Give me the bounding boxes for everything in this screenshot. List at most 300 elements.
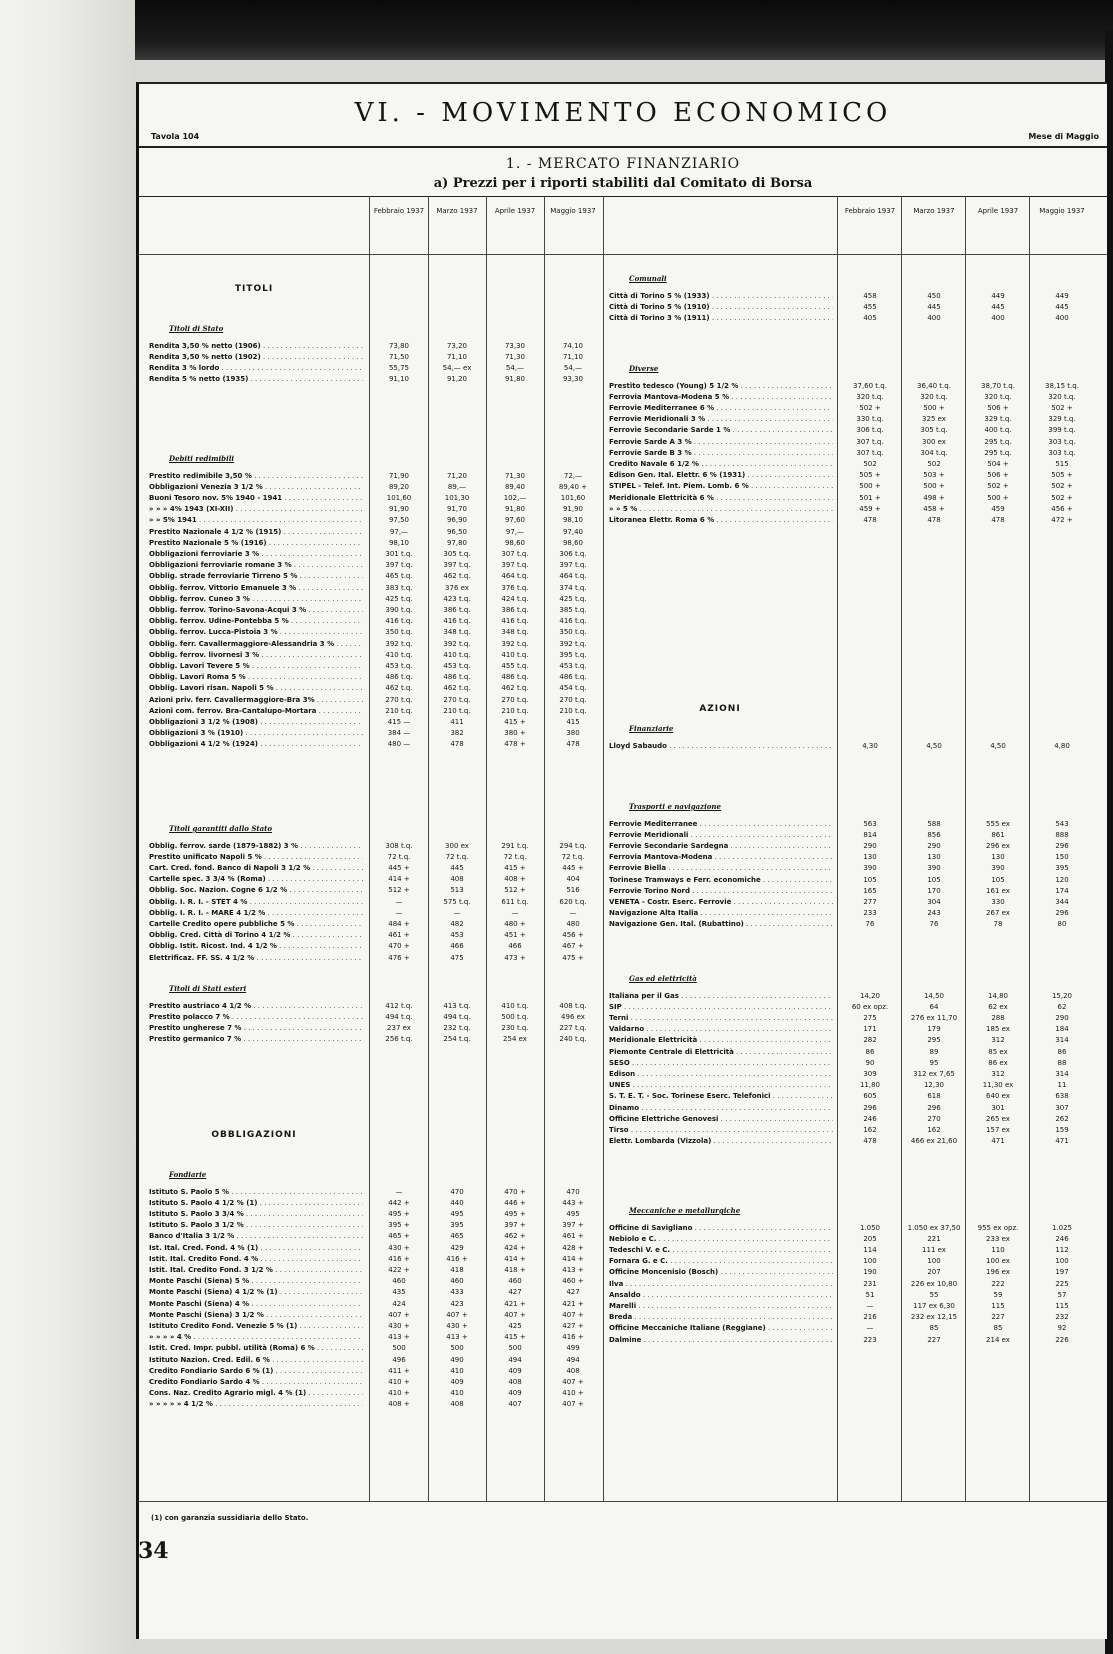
table-row — [149, 728, 601, 739]
price-cell: 471 — [991, 1137, 1005, 1146]
table-row — [149, 1011, 601, 1022]
group-title: Titoli di Stato — [169, 324, 224, 333]
table-row — [149, 1388, 601, 1399]
price-cell: 306 t.q. — [559, 549, 587, 558]
price-cell: 464 t.q. — [501, 572, 529, 581]
price-cell: 348 t.q. — [501, 628, 529, 637]
price-cell: 390 — [991, 864, 1005, 873]
price-cell: 231 — [863, 1279, 877, 1288]
price-cell: 344 — [1055, 897, 1069, 906]
price-cell: 105 — [863, 875, 877, 884]
price-cell: 14,20 — [859, 991, 881, 1000]
price-cell: 232 ex 12,15 — [910, 1313, 958, 1322]
price-cell: 856 — [927, 830, 941, 839]
table-row — [609, 1046, 1093, 1057]
table-row — [609, 380, 1093, 391]
security-name: Terni . . . — [609, 1014, 833, 1022]
security-name: Prestito germanico 7 % . . . — [149, 1035, 363, 1043]
security-name: Rendita 3,50 % netto (1906) . . . — [149, 342, 363, 350]
price-cell: 480 + — [504, 919, 526, 928]
group-title: Fondiarie — [169, 1170, 207, 1179]
price-cell: 462 t.q. — [385, 684, 413, 693]
price-cell: 430 + — [446, 1321, 468, 1330]
security-name: STIPEL - Telef. Int. Piem. Lomb. 6 % . . . — [609, 482, 833, 490]
price-cell: 446 + — [504, 1198, 526, 1207]
security-name: Ilva . . . — [609, 1280, 833, 1288]
price-cell: 407 + — [562, 1377, 584, 1386]
price-cell: 416 t.q. — [501, 617, 529, 626]
table-row — [609, 818, 1093, 829]
price-cell: 480 — [566, 919, 580, 928]
price-cell: 428 + — [562, 1243, 584, 1252]
security-name: Ferrovie Secondarie Sarde 1 % . . . — [609, 426, 833, 434]
col-head-right-1: Marzo 1937 — [913, 207, 955, 215]
table-row — [609, 312, 1093, 323]
price-cell: 374 t.q. — [559, 583, 587, 592]
price-cell: 380 + — [504, 729, 526, 738]
table-row — [609, 514, 1093, 525]
price-cell: 620 t.q. — [559, 897, 587, 906]
security-name: Officine Elettriche Genovesi . . . — [609, 1115, 833, 1123]
table-row — [609, 1300, 1093, 1311]
price-cell: — — [511, 908, 519, 917]
price-cell: 51 — [865, 1290, 875, 1299]
security-name: Obbligazioni 3 % (1910) . . . — [149, 729, 363, 737]
price-cell: 384 — — [387, 729, 411, 738]
security-name: Ferrovie Torino Nord . . . — [609, 887, 833, 895]
price-cell: 270 t.q. — [559, 695, 587, 704]
price-cell: 424 + — [504, 1243, 526, 1252]
security-name: » » 5% 1941 . . . — [149, 516, 363, 524]
price-cell: 392 t.q. — [385, 639, 413, 648]
security-name: Dinamo . . . — [609, 1104, 833, 1112]
price-cell: 445 + — [388, 863, 410, 872]
security-name: Obblig. ferrov. Lucca-Pistoia 3 % . . . — [149, 628, 363, 636]
price-cell: 416 t.q. — [385, 617, 413, 626]
table-row — [149, 672, 601, 683]
price-cell: 1.025 — [1051, 1223, 1073, 1232]
price-cell: 243 — [927, 909, 941, 918]
security-name: Obbligazioni 4 1/2 % (1924) . . . — [149, 740, 363, 748]
price-cell: 91,90 — [388, 505, 410, 514]
group-title: Trasporti e navigazione — [629, 802, 721, 811]
security-name: Officine Moncenisio (Bosch) . . . — [609, 1268, 833, 1276]
security-name: Ferrovie Sarde B 3 % . . . — [609, 449, 833, 457]
price-cell: 861 — [991, 830, 1005, 839]
page-number: 34 — [138, 1538, 169, 1564]
price-cell: 1.050 — [859, 1223, 881, 1232]
price-cell: 97,50 — [388, 516, 410, 525]
price-cell: 405 — [863, 313, 877, 322]
security-name: Officine Meccaniche Italiane (Reggiane) . . . — [609, 1324, 833, 1332]
price-cell: 305 t.q. — [920, 426, 948, 435]
price-cell: 277 — [863, 897, 877, 906]
security-name: Tirso . . . — [609, 1126, 833, 1134]
price-cell: 433 — [450, 1288, 464, 1297]
price-cell: 465 — [450, 1232, 464, 1241]
price-cell: 92 — [1057, 1324, 1067, 1333]
table-row — [609, 301, 1093, 312]
price-cell: 470 + — [388, 942, 410, 951]
price-cell: 291 t.q. — [501, 841, 529, 850]
price-cell: 312 ex 7,65 — [913, 1069, 955, 1078]
price-cell: 423 — [450, 1299, 464, 1308]
price-cell: 563 — [863, 819, 877, 828]
price-cell: 484 + — [388, 919, 410, 928]
security-name: UNES . . . — [609, 1081, 833, 1089]
price-cell: 471 — [1055, 1137, 1069, 1146]
price-cell: 254 t.q. — [443, 1035, 471, 1044]
col-head-right-2: Aprile 1937 — [977, 207, 1019, 215]
price-cell: 470 — [450, 1187, 464, 1196]
price-cell: 513 — [450, 886, 464, 895]
price-cell: 205 — [863, 1234, 877, 1243]
price-cell: 115 — [991, 1301, 1005, 1310]
price-cell: 466 — [450, 942, 464, 951]
price-cell: 246 — [863, 1114, 877, 1123]
price-cell: 348 t.q. — [443, 628, 471, 637]
security-name: Obblig. Istit. Ricost. Ind. 4 1/2 % . . . — [149, 942, 363, 950]
table-row — [149, 918, 601, 929]
price-cell: 350 t.q. — [559, 628, 587, 637]
price-cell: 503 + — [923, 471, 945, 480]
price-cell: 955 ex opz. — [977, 1223, 1019, 1232]
price-cell: 295 t.q. — [984, 437, 1012, 446]
table-row — [149, 537, 601, 548]
price-cell: 464 t.q. — [559, 572, 587, 581]
price-cell: 427 — [508, 1288, 522, 1297]
price-cell: 301 — [991, 1103, 1005, 1112]
security-name: Prestito Nazionale 5 % (1916) . . . — [149, 539, 363, 547]
price-cell: 64 — [929, 1002, 939, 1011]
table-row — [149, 604, 601, 615]
table-reference: Tavola 104 — [151, 132, 200, 141]
price-cell: 410 — [450, 1366, 464, 1375]
col-head-right-3: Maggio 1937 — [1039, 207, 1085, 215]
price-cell: 618 — [927, 1092, 941, 1101]
price-cell: 290 — [1055, 1013, 1069, 1022]
security-name: Torinese Tramways e Ferr. economiche . . . — [609, 876, 833, 884]
table-row — [149, 705, 601, 716]
security-name: Buoni Tesoro nov. 5% 1940 - 1941 . . . — [149, 494, 363, 502]
security-name: Città di Torino 5 % (1933) . . . — [609, 292, 833, 300]
price-cell: 254 ex — [503, 1035, 527, 1044]
price-cell: 385 t.q. — [559, 605, 587, 614]
security-name: Prestito ungherese 7 % . . . — [149, 1024, 363, 1032]
price-cell: 495 — [566, 1209, 580, 1218]
price-cell: 605 — [863, 1092, 877, 1101]
table-row — [609, 1323, 1093, 1334]
price-cell: 486 t.q. — [385, 673, 413, 682]
table-row — [149, 351, 601, 362]
price-cell: 232 — [1055, 1313, 1069, 1322]
security-name: Prestito redimibile 3,50 % . . . — [149, 472, 363, 480]
price-cell: 458 — [863, 291, 877, 300]
table-row — [609, 740, 1093, 751]
price-cell: 76 — [865, 920, 875, 929]
table-row — [609, 908, 1093, 919]
price-cell: 227 — [927, 1335, 941, 1344]
table-row — [609, 470, 1093, 481]
security-name: Obblig. Lavori Tevere 5 % . . . — [149, 662, 363, 670]
price-cell: 55,75 — [388, 363, 410, 372]
security-name: Ferrovie Sarde A 3 % . . . — [609, 438, 833, 446]
table-row — [149, 548, 601, 559]
price-cell: 395 t.q. — [559, 650, 587, 659]
price-cell: 450 — [927, 291, 941, 300]
price-cell: 461 + — [388, 931, 410, 940]
price-cell: 162 — [863, 1125, 877, 1134]
price-cell: 478 + — [504, 740, 526, 749]
price-cell: 227 t.q. — [559, 1023, 587, 1032]
security-name: Prestito Nazionale 4 1/2 % (1915) . . . — [149, 528, 363, 536]
price-cell: 512 + — [388, 886, 410, 895]
price-cell: 101,30 — [444, 493, 470, 502]
price-cell: 478 — [450, 740, 464, 749]
price-cell: 296 — [1055, 841, 1069, 850]
price-cell: 496 — [392, 1355, 406, 1364]
price-cell: 290 — [927, 841, 941, 850]
price-cell: 308 t.q. — [385, 841, 413, 850]
price-cell: 423 t.q. — [443, 594, 471, 603]
security-name: Obblig. I. R. I. - STET 4 % . . . — [149, 898, 363, 906]
price-cell: 496 ex — [561, 1012, 585, 1021]
table-row — [149, 560, 601, 571]
price-cell: 309 — [863, 1069, 877, 1078]
price-cell: 71,10 — [446, 352, 468, 361]
price-cell: 73,20 — [446, 341, 468, 350]
security-name: Istituto Credito Fond. Venezie 5 % (1) . . . — [149, 1322, 363, 1330]
price-cell: 296 — [927, 1103, 941, 1112]
security-name: Istituto S. Paolo 4 1/2 % (1) . . . — [149, 1199, 363, 1207]
table-top-rule — [139, 196, 1107, 197]
price-cell: 276 ex 11,70 — [910, 1013, 958, 1022]
security-name: Ferrovie Mediterranee . . . — [609, 820, 833, 828]
price-cell: 502 + — [1051, 482, 1073, 491]
price-cell: 233 ex — [986, 1234, 1010, 1243]
price-cell: 226 — [1055, 1335, 1069, 1344]
group-title: Gas ed elettricità — [629, 974, 697, 983]
table-row — [609, 1057, 1093, 1068]
price-cell: 504 + — [987, 459, 1009, 468]
header-rule — [139, 146, 1107, 148]
price-cell: 89,40 + — [558, 482, 588, 491]
price-cell: 445 + — [562, 863, 584, 872]
price-cell: 91,80 — [504, 375, 526, 384]
table-bottom-rule — [139, 1501, 1107, 1502]
price-cell: 101,60 — [560, 493, 586, 502]
price-cell: 105 — [991, 875, 1005, 884]
security-name: Ferrovia Mantova-Modena 5 % . . . — [609, 393, 833, 401]
table-row — [149, 941, 601, 952]
price-cell: 161 ex — [986, 886, 1010, 895]
price-cell: 422 + — [388, 1265, 410, 1274]
security-name: Obbligazioni ferroviarie romane 3 % . . . — [149, 561, 363, 569]
price-cell: 230 t.q. — [501, 1023, 529, 1032]
price-cell: 501 + — [859, 493, 881, 502]
price-cell: 502 — [863, 459, 877, 468]
price-cell: 210 t.q. — [559, 706, 587, 715]
security-name: Dalmine . . . — [609, 1336, 833, 1344]
security-name: Monte Paschi (Siena) 4 % . . . — [149, 1300, 363, 1308]
security-name: Ferrovie Secondarie Sardegna . . . — [609, 842, 833, 850]
table-row — [149, 1287, 601, 1298]
price-cell: 4,30 — [862, 741, 878, 750]
table-row — [609, 1001, 1093, 1012]
table-row — [149, 593, 601, 604]
price-cell: 411 + — [388, 1366, 410, 1375]
table-row — [149, 571, 601, 582]
table-row — [149, 840, 601, 851]
price-cell: 410 — [450, 1389, 464, 1398]
price-cell: 59 — [993, 1290, 1003, 1299]
price-cell: 502 + — [1051, 493, 1073, 502]
security-name: Edison Gen. Ital. Elettr. 6 % (1931) . . . — [609, 471, 833, 479]
price-cell: 465 + — [388, 1232, 410, 1241]
price-cell: 462 + — [504, 1232, 526, 1241]
price-cell: 100 — [863, 1257, 877, 1266]
subtitle: 1. - MERCATO FINANZIARIO — [505, 156, 741, 172]
table-row — [149, 1354, 601, 1365]
price-cell: 185 ex — [986, 1025, 1010, 1034]
group-title: Diverse — [629, 364, 659, 373]
price-cell: 462 t.q. — [443, 684, 471, 693]
table-row — [149, 638, 601, 649]
price-cell: 430 + — [388, 1243, 410, 1252]
price-cell: 376 t.q. — [501, 583, 529, 592]
price-cell: 392 t.q. — [443, 639, 471, 648]
price-cell: 96,90 — [446, 516, 468, 525]
table-row — [609, 436, 1093, 447]
price-cell: 4,50 — [990, 741, 1006, 750]
table-row — [149, 716, 601, 727]
price-cell: 1.050 ex 37,50 — [907, 1223, 961, 1232]
price-cell: 97,60 — [504, 516, 526, 525]
price-cell: 478 — [927, 515, 941, 524]
price-cell: 486 t.q. — [559, 673, 587, 682]
price-cell: 409 — [508, 1389, 522, 1398]
table-row — [149, 907, 601, 918]
table-row — [149, 526, 601, 537]
table-row — [609, 1080, 1093, 1091]
price-cell: 306 t.q. — [856, 426, 884, 435]
price-cell: 171 — [863, 1025, 877, 1034]
price-cell: 459 — [991, 504, 1005, 513]
security-name: Meridionale Elettricità 6 % . . . — [609, 494, 833, 502]
table-row — [149, 616, 601, 627]
price-cell: 190 — [863, 1268, 877, 1277]
table-row — [149, 1298, 601, 1309]
security-name: Elettr. Lombarda (Vizzola) . . . — [609, 1137, 833, 1145]
price-cell: 506 + — [987, 471, 1009, 480]
security-name: Obblig. ferrov. Udine-Pontebba 5 % . . . — [149, 617, 363, 625]
security-name: SIP . . . — [609, 1003, 833, 1011]
price-cell: 85 — [993, 1324, 1003, 1333]
price-cell: 413 + — [562, 1265, 584, 1274]
group-title: Titoli garantiti dallo Stato — [169, 824, 273, 833]
price-cell: 445 — [991, 302, 1005, 311]
security-name: VENETA - Costr. Eserc. Ferrovie . . . — [609, 898, 833, 906]
price-cell: 500 t.q. — [501, 1012, 529, 1021]
security-name: » » 5 % . . . — [609, 505, 833, 513]
security-name: Ferrovie Meridionali . . . — [609, 831, 833, 839]
price-cell: 71,30 — [504, 352, 526, 361]
price-cell: 475 — [450, 953, 464, 962]
price-cell: 460 + — [562, 1277, 584, 1286]
table-row — [609, 896, 1093, 907]
price-cell: 165 — [863, 886, 877, 895]
price-cell: 409 — [450, 1377, 464, 1386]
price-cell: 55 — [929, 1290, 939, 1299]
security-name: Obblig. Lavori risan. Napoli 5 % . . . — [149, 684, 363, 692]
security-name: Piemonte Centrale di Elettricità . . . — [609, 1048, 833, 1056]
price-cell: 502 + — [987, 482, 1009, 491]
price-cell: 300 ex — [445, 841, 469, 850]
price-cell: 307 — [1055, 1103, 1069, 1112]
price-cell: 470 — [566, 1187, 580, 1196]
security-name: Città di Torino 3 % (1911) . . . — [609, 314, 833, 322]
security-name: Obbligazioni ferroviarie 3 % . . . — [149, 550, 363, 558]
price-cell: 100 — [927, 1257, 941, 1266]
price-cell: 130 — [927, 853, 941, 862]
price-cell: 449 — [991, 291, 1005, 300]
price-cell: 397 + — [562, 1221, 584, 1230]
price-cell: 111 ex — [922, 1245, 946, 1254]
price-cell: 424 — [392, 1299, 406, 1308]
group-title: Debiti redimibili — [169, 454, 235, 463]
price-cell: 93,30 — [562, 375, 584, 384]
price-cell: 478 — [566, 740, 580, 749]
price-cell: 397 + — [504, 1221, 526, 1230]
table-row — [609, 990, 1093, 1001]
table-row — [609, 402, 1093, 413]
price-cell: 494 — [566, 1355, 580, 1364]
table-row — [609, 1136, 1093, 1147]
price-cell: 424 t.q. — [501, 594, 529, 603]
table-row — [609, 885, 1093, 896]
table-row — [609, 919, 1093, 930]
price-cell: 397 t.q. — [443, 561, 471, 570]
price-cell: 410 + — [388, 1377, 410, 1386]
price-cell: 392 t.q. — [501, 639, 529, 648]
price-cell: 410 t.q. — [501, 1001, 529, 1010]
price-cell: 71,50 — [388, 352, 410, 361]
security-name: Obblig. Soc. Nazion. Cogne 6 1/2 % . . . — [149, 886, 363, 894]
security-name: Navigazione Gen. Ital. (Rubattino) . . . — [609, 920, 833, 928]
price-cell: 415 + — [504, 1333, 526, 1342]
price-cell: 421 + — [562, 1299, 584, 1308]
price-cell: 399 t.q. — [1048, 426, 1076, 435]
price-cell: 453 — [450, 931, 464, 940]
table-row — [149, 862, 601, 873]
price-cell: 102,— — [503, 493, 527, 502]
price-cell: 312 — [991, 1069, 1005, 1078]
security-name: Prestito austriaco 4 1/2 % . . . — [149, 1002, 363, 1010]
price-cell: 455 t.q. — [501, 661, 529, 670]
table-row — [149, 1000, 601, 1011]
price-cell: 174 — [1055, 886, 1069, 895]
price-cell: 304 t.q. — [920, 448, 948, 457]
price-cell: 150 — [1055, 853, 1069, 862]
price-cell: 414 + — [562, 1254, 584, 1263]
security-name: Rendita 3 % lordo . . . — [149, 364, 363, 372]
price-cell: 320 t.q. — [984, 392, 1012, 401]
price-cell: 72 t.q. — [561, 852, 585, 861]
table-row — [609, 863, 1093, 874]
price-cell: 416 + — [388, 1254, 410, 1263]
price-cell: 296 — [1055, 909, 1069, 918]
security-name: Cartelle spec. 3 3/4 % (Roma) . . . — [149, 875, 363, 883]
